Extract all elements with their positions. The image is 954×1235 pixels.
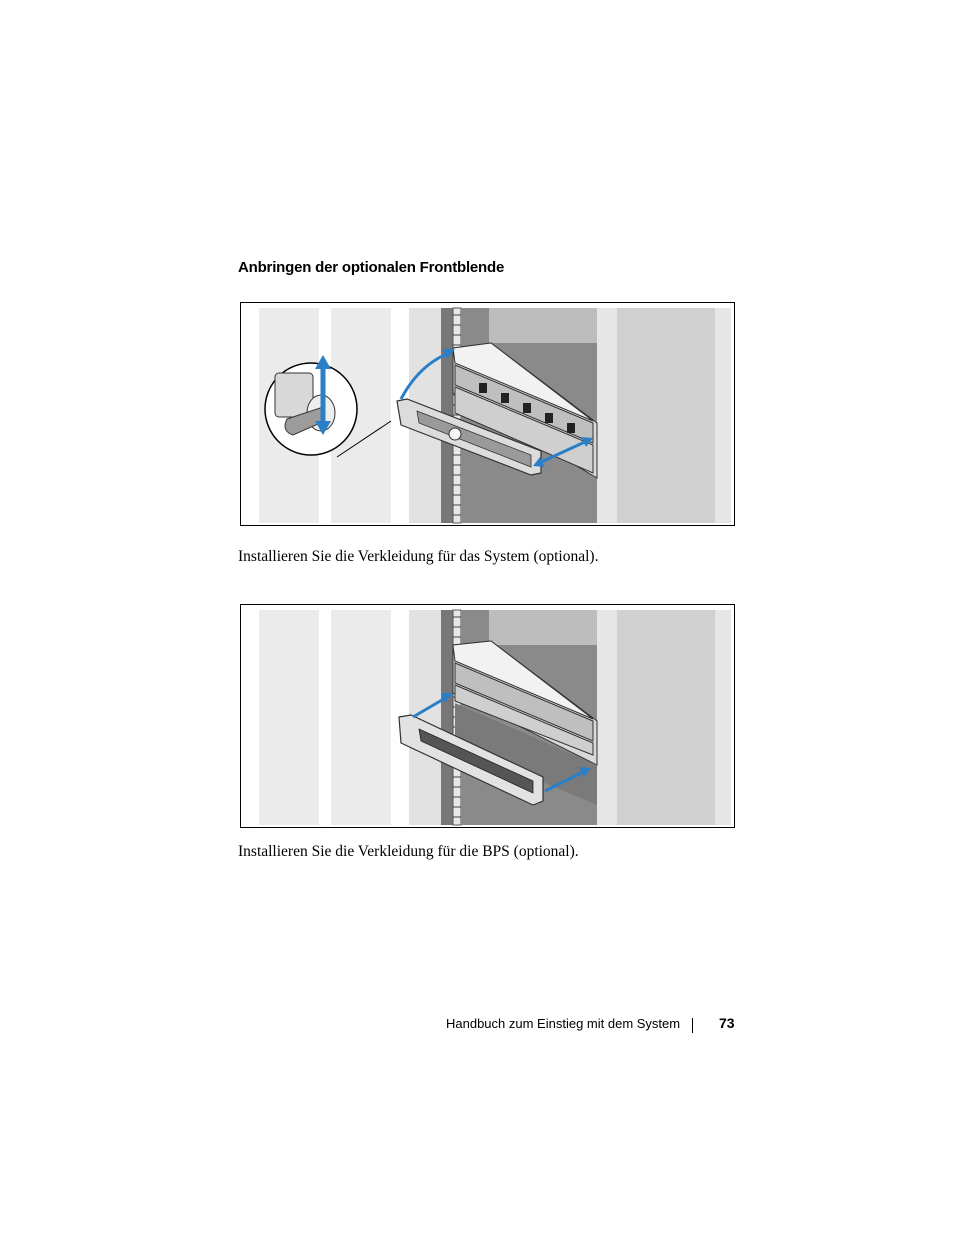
bezel-install-figure-bps: [240, 604, 735, 828]
bezel-install-figure-system: [240, 302, 735, 526]
bezel-illustration-system: [241, 303, 734, 525]
footer-document-title: Handbuch zum Einstieg mit dem System: [446, 1016, 681, 1031]
figure-caption-bps: Installieren Sie die Verkleidung für die BPS (optional).: [238, 843, 579, 860]
bezel-illustration-bps: [241, 605, 734, 827]
section-title: Anbringen der optionalen Frontblende: [238, 259, 505, 276]
page-number: 73: [719, 1015, 735, 1031]
footer-separator: [692, 1018, 693, 1033]
figure-caption-system: Installieren Sie die Verkleidung für das System (optional).: [238, 548, 599, 565]
